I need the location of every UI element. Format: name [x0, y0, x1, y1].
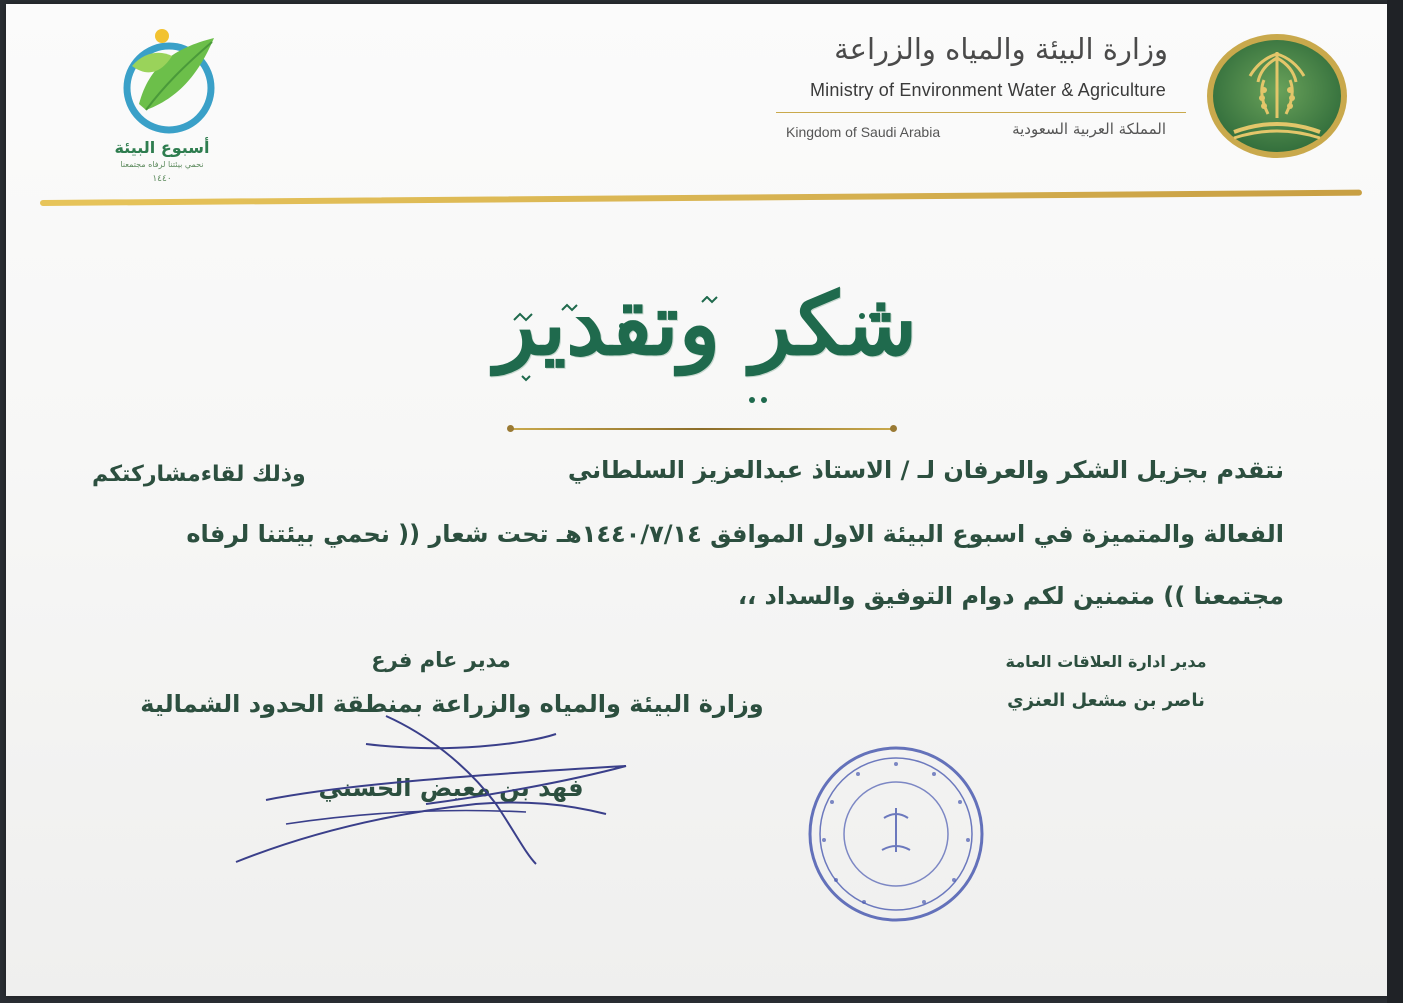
- certificate-body-line-3: مجتمعنا )) متمنين لكم دوام التوفيق والسداد ،،: [737, 582, 1284, 610]
- right-signatory-name: ناصر بن مشعل العنزي: [1007, 690, 1205, 711]
- right-signatory-title: مدير ادارة العلاقات العامة: [1005, 652, 1207, 671]
- title-underline: [511, 428, 893, 430]
- ministry-name-arabic: وزارة البيئة والمياه والزراعة: [834, 32, 1168, 66]
- header-divider: [776, 112, 1186, 113]
- certificate-body-line-1: نتقدم بجزيل الشكر والعرفان لـ / الاستاذ عبدالعزيز السلطاني: [567, 456, 1284, 484]
- left-signatory-organization: وزارة البيئة والمياه والزراعة بمنطقة الحدود الشمالية: [140, 690, 764, 718]
- certificate-body-line-1-tail: وذلك لقاءمشاركتكم: [92, 462, 306, 487]
- handwritten-signature-icon: [226, 704, 646, 874]
- environment-week-title: أسبوع البيئة: [114, 138, 210, 157]
- certificate-title: شكر وتقدير: [494, 274, 918, 375]
- left-signatory-title: مدير عام فرع: [371, 648, 511, 672]
- kingdom-name-arabic: المملكة العربية السعودية: [1012, 120, 1166, 138]
- background-edge: [1387, 0, 1403, 1003]
- environment-week-year: ١٤٤٠: [152, 174, 172, 184]
- gold-divider-band: [40, 190, 1362, 206]
- kingdom-name-english: Kingdom of Saudi Arabia: [786, 124, 941, 140]
- left-signatory-name: فهد بن معيض الحسني: [318, 774, 584, 802]
- environment-week-slogan: نحمي بيئتنا لرفاه مجتمعنا: [120, 160, 204, 169]
- leaf-globe-icon: [114, 26, 224, 136]
- certificate-paper: [6, 4, 1390, 996]
- certificate-body-line-2: الفعالة والمتميزة في اسبوع البيئة الاول الموافق ١٤٤٠/٧/١٤هـ تحت شعار (( نحمي بيئتنا لرفاه: [186, 520, 1284, 548]
- ministry-name-english: Ministry of Environment Water & Agriculture: [809, 80, 1166, 100]
- official-stamp-icon: [804, 740, 988, 928]
- saudi-palm-swords-emblem-icon: [1204, 32, 1350, 160]
